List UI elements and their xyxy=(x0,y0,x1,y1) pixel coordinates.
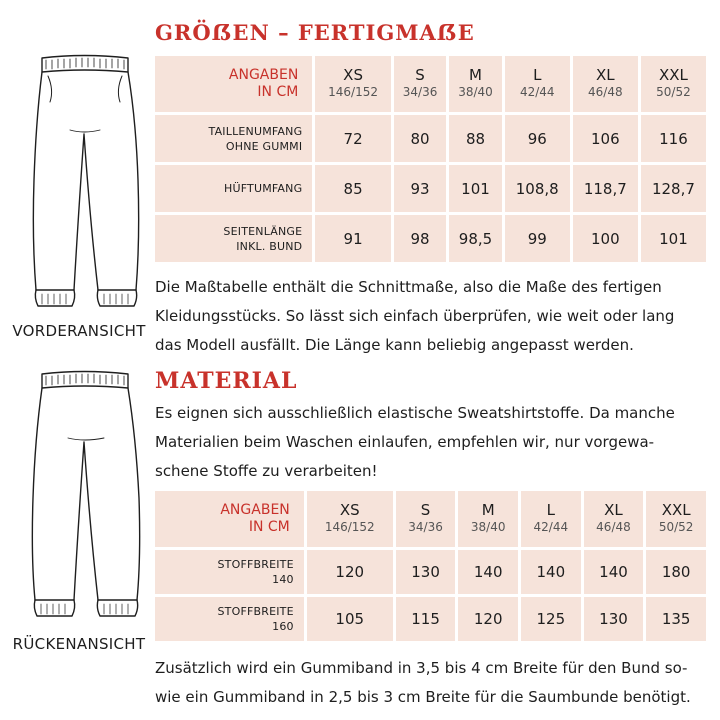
header-label-line: ANGABEN xyxy=(220,502,290,518)
row-label-line: TAILLENUMFANG xyxy=(208,124,303,138)
table-cell: 88 xyxy=(449,115,501,162)
size-column-s xyxy=(394,56,446,112)
size-code: M xyxy=(469,66,482,84)
row-label-line: OHNE GUMMI xyxy=(225,139,303,153)
row-label-line: INKL. BUND xyxy=(236,239,303,253)
table-row xyxy=(155,215,706,262)
row-label-line: 140 xyxy=(272,573,294,586)
fabric-width-table xyxy=(152,488,709,644)
size-table xyxy=(152,53,709,265)
table-cell: 120 xyxy=(458,597,518,641)
table-row xyxy=(155,597,706,641)
size-code: XXL xyxy=(661,501,691,519)
size-code: XXL xyxy=(658,66,688,84)
row-label-side-length xyxy=(155,215,312,262)
header-label-line: ANGABEN xyxy=(228,67,299,83)
table-cell: 98 xyxy=(394,215,446,262)
header-label-line: IN CM xyxy=(248,519,290,535)
size-range: 146/152 xyxy=(324,520,375,534)
header-label-line: IN CM xyxy=(257,84,299,100)
paragraph-line: Es eignen sich ausschließlich elastische Sweatshirtstoffe. Da manche xyxy=(155,404,675,422)
size-column-xl xyxy=(573,56,638,112)
table-cell: 118,7 xyxy=(573,165,638,212)
back-view-label: RÜCKENANSICHT xyxy=(12,635,146,653)
row-label-waist xyxy=(155,115,312,162)
table-cell: 101 xyxy=(641,215,706,262)
row-label-line: SEITENLÄNGE xyxy=(223,224,303,238)
paragraph-line: Zusätzlich wird ein Gummiband in 3,5 bis 4 cm Breite für den Bund so- xyxy=(155,659,688,677)
row-label-fabric-140 xyxy=(155,550,304,594)
table-cell: 91 xyxy=(315,215,391,262)
size-range: 46/48 xyxy=(596,520,631,534)
table-cell: 105 xyxy=(307,597,393,641)
size-code: XL xyxy=(596,66,615,84)
size-range: 38/40 xyxy=(470,520,506,534)
table-cell: 125 xyxy=(521,597,581,641)
paragraph-line: schene Stoffe zu verarbeiten! xyxy=(155,462,378,480)
size-range: 42/44 xyxy=(533,520,569,534)
table-cell: 80 xyxy=(394,115,446,162)
size-column-xl xyxy=(584,491,644,547)
pants-front-sketch xyxy=(24,50,154,320)
size-column-xs xyxy=(307,491,393,547)
material-heading: MATERIAL xyxy=(155,368,298,394)
table-cell: 72 xyxy=(315,115,391,162)
table-row xyxy=(155,550,706,594)
size-column-l xyxy=(521,491,581,547)
table-cell: 96 xyxy=(505,115,570,162)
table-cell: 135 xyxy=(646,597,706,641)
table-cell: 93 xyxy=(394,165,446,212)
size-range: 34/36 xyxy=(408,520,443,534)
size-range: 34/36 xyxy=(402,85,438,99)
row-label-line: STOFFBREITE xyxy=(217,558,294,571)
row-label-line: 160 xyxy=(272,620,294,633)
front-view-label: VORDERANSICHT xyxy=(12,322,146,340)
size-code: L xyxy=(533,66,542,84)
size-column-l xyxy=(505,56,570,112)
size-range: 42/44 xyxy=(519,85,555,99)
table-cell: 130 xyxy=(396,550,456,594)
size-column-xs xyxy=(315,56,391,112)
table-cell: 180 xyxy=(646,550,706,594)
size-column-xxl xyxy=(641,56,706,112)
size-code: L xyxy=(546,501,556,519)
table-cell: 120 xyxy=(307,550,393,594)
pants-back-sketch xyxy=(24,368,154,630)
size-code: XL xyxy=(604,501,623,519)
size-code: M xyxy=(481,501,495,519)
size-code: S xyxy=(415,66,425,84)
size-code: XS xyxy=(343,66,363,84)
table-cell: 100 xyxy=(573,215,638,262)
row-label-hip xyxy=(155,165,312,212)
size-column-xxl xyxy=(646,491,706,547)
table-row xyxy=(155,165,706,212)
table-cell: 108,8 xyxy=(505,165,570,212)
table-row xyxy=(155,115,706,162)
table-cell: 130 xyxy=(584,597,644,641)
table-cell: 106 xyxy=(573,115,638,162)
table-cell: 128,7 xyxy=(641,165,706,212)
table-cell: 115 xyxy=(396,597,456,641)
table-header-label xyxy=(155,491,304,547)
sizes-heading: GRÖẞEN – FERTIGMAẞE xyxy=(155,20,475,45)
size-range: 50/52 xyxy=(658,520,694,534)
paragraph-line: Kleidungsstücks. So lässt sich einfach überprüfen, wie weit oder lang xyxy=(155,307,675,325)
table-cell: 140 xyxy=(458,550,518,594)
table-cell: 85 xyxy=(315,165,391,212)
size-range: 38/40 xyxy=(458,85,493,99)
material-description xyxy=(155,399,715,486)
size-column-m xyxy=(449,56,501,112)
table-cell: 140 xyxy=(584,550,644,594)
table-cell: 140 xyxy=(521,550,581,594)
paragraph-line: Die Maßtabelle enthält die Schnittmaße, also die Maße des fertigen xyxy=(155,278,662,296)
size-range: 50/52 xyxy=(656,85,691,99)
size-column-s xyxy=(396,491,456,547)
table-cell: 116 xyxy=(641,115,706,162)
table-cell: 99 xyxy=(505,215,570,262)
row-label-line: STOFFBREITE xyxy=(217,605,294,618)
size-table-description xyxy=(155,273,715,360)
size-range: 146/152 xyxy=(328,85,379,99)
table-cell: 101 xyxy=(449,165,501,212)
table-cell: 98,5 xyxy=(449,215,501,262)
size-code: S xyxy=(420,501,431,519)
paragraph-line: Materialien beim Waschen einlaufen, empfehlen wir, nur vorgewa- xyxy=(155,433,655,451)
elastic-band-note xyxy=(155,654,715,712)
paragraph-line: das Modell ausfällt. Die Länge kann beliebig angepasst werden. xyxy=(155,336,634,354)
table-header-label xyxy=(155,56,312,112)
size-code: XS xyxy=(339,501,360,519)
row-label-line: HÜFTUMFANG xyxy=(224,182,303,195)
row-label-fabric-160 xyxy=(155,597,304,641)
size-column-m xyxy=(458,491,518,547)
paragraph-line: wie ein Gummiband in 2,5 bis 3 cm Breite für die Saumbunde benötigt. xyxy=(155,688,691,706)
size-range: 46/48 xyxy=(588,85,623,99)
